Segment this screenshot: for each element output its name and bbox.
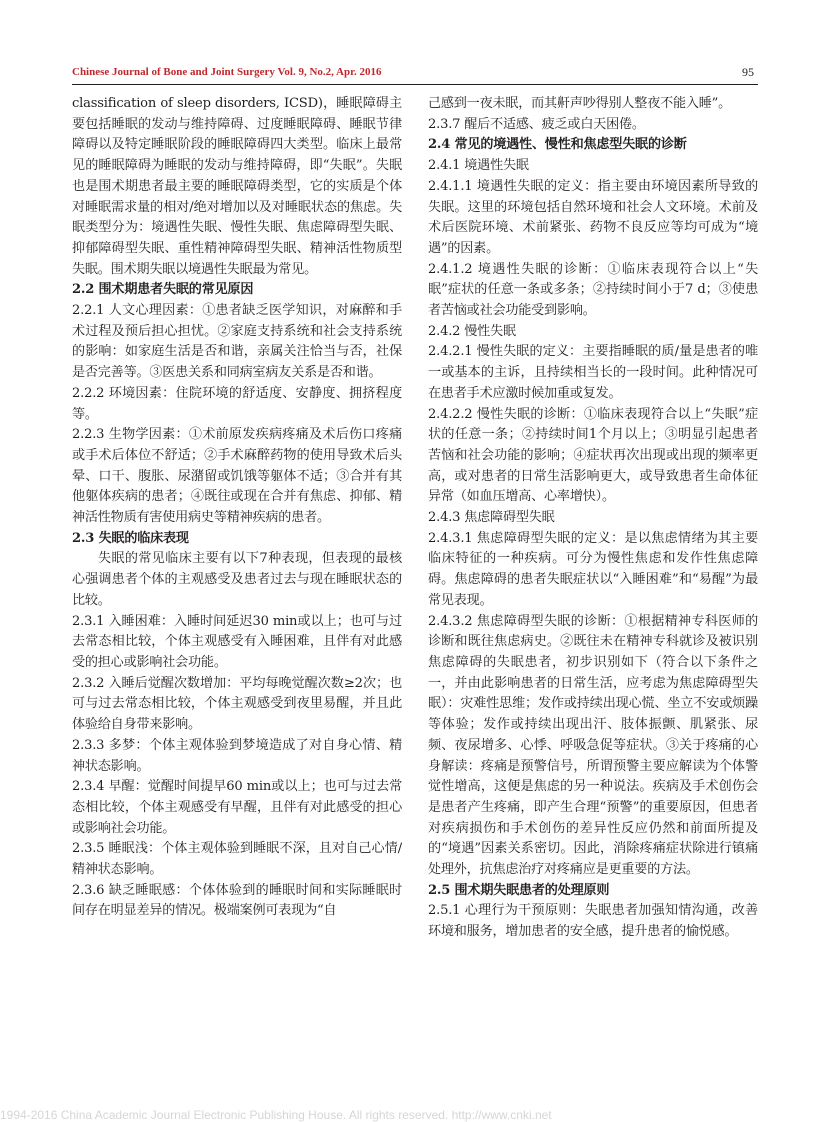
right-column [428, 94, 758, 1044]
paragraph: 失眠的常见临床主要有以下7种表现，但表现的最核心强调患者个体的主观感受及患者过去与现在睡眠状态的比较。 [72, 551, 402, 608]
section-heading: 2.5 围术期失眠患者的处理原则 [428, 882, 610, 898]
page-number: 95 [742, 65, 754, 79]
running-header [72, 64, 758, 85]
paragraph: 2.4.3.2 焦虑障碍型失眠的诊断：①根据精神专科医师的诊断和既往焦虑病史。②既往未在精神专科就诊及被识别焦虑障碍的失眠患者，初步识别如下（符合以下条件之一，并由此影响患者的日常生活，应考虑为焦虑障碍型失眠）：灾难性思维；发作或持续出现心慌、坐立不安或烦躁等体验；发作或持续出现出汗、肢体振颤、肌紧张、尿频、夜尿增多、心悸、呼吸急促等症状。③关于疼痛的心身解读：疼痛是预警信号，所谓预警主要应解读为个体警觉性增高，这便是焦虑的另一种说法。疾病及手术创伤会是患者产生疼痛，即产生合理“预警”的重要原因，但患者对疾病损伤和手术创伤的差异性反应仍然和前面所提及的“境遇”因素关系密切。因此，消除疼痛症状除进行镇痛处理外，抗焦虑治疗对疼痛应是更重要的方法。 [428, 613, 758, 878]
paragraph: 2.3.6 缺乏睡眠感：个体体验到的睡眠时间和实际睡眠时间存在明显差异的情况。极端案例可表现为“自 [72, 882, 402, 919]
paragraph: 己感到一夜未眠，而其鼾声吵得别人整夜不能入睡”。 [428, 96, 732, 111]
paragraph: 2.3.3 多梦：个体主观体验到梦境造成了对自身心情、精神状态影响。 [72, 737, 402, 774]
paragraph: 2.4.3.1 焦虑障碍型失眠的定义：是以焦虑情绪为其主要临床特征的一种疾病。可分为慢性焦虑和发作性焦虑障碍。焦虑障碍的患者失眠症状以“入睡困难”和“易醒”为最常见表现。 [428, 530, 758, 608]
paragraph: classification of sleep disorders, ICSD)，睡眠障碍主要包括睡眠的发动与维持障碍、过度睡眠障碍、睡眠节律障碍以及特定睡眠阶段的睡眠障碍四大类型。临床上最常见的睡眠障碍为睡眠的发动与维持障碍，即“失眠”。失眠也是围术期患者最主要的睡眠障碍类型，它的实质是个体对睡眠需求量的相对/绝对增加以及对睡眠状态的焦虑。失眠类型分为：境遇性失眠、慢性失眠、焦虑障碍型失眠、抑郁障碍型失眠、重性精神障碍型失眠、精神活性物质型失眠。围术期失眠以境遇性失眠最为常见。 [72, 96, 402, 277]
paragraph: 2.4.1.2 境遇性失眠的诊断：①临床表现符合以上“失眠”症状的任意一条或多条；②持续时间小于7 d；③使患者苦恼或社会功能受到影响。 [428, 261, 758, 319]
paragraph: 2.2.3 生物学因素：①术前原发疾病疼痛及术后伤口疼痛或手术后体位不舒适；②手术麻醉药物的使用导致术后头晕、口干、腹胀、尿潴留或饥饿等躯体不适；③合并有其他躯体疾病的患者；④既往或现在合并有焦虑、抑郁、精神活性物质有害使用病史等精神疾病的患者。 [72, 427, 402, 526]
section-heading: 2.2 围术期患者失眠的常见原因 [72, 282, 254, 298]
paragraph: 2.3.7 醒后不适感、疲乏或白天困倦。 [428, 116, 645, 132]
paragraph: 2.4.2.1 慢性失眠的定义：主要指睡眠的质/量是患者的唯一或基本的主诉，且持续相当长的一段时间。此种情况可在患者手术应激时候加重或复发。 [428, 344, 758, 401]
paragraph: 2.4.1.1 境遇性失眠的定义：指主要由环境因素所导致的失眠。这里的环境包括自然环境和社会人文环境。术前及术后医院环境、术前紧张、药物不良反应等均可成为“境遇”的因素。 [428, 178, 758, 256]
left-column [72, 94, 402, 1044]
section-heading: 2.3 失眠的临床表现 [72, 530, 189, 546]
paragraph: 2.3.4 早醒：觉醒时间提早60 min或以上；也可与过去常态相比较，个体主观感受有早醒，且伴有对此感受的担心或影响社会功能。 [72, 779, 402, 836]
paragraph: 2.4.2.2 慢性失眠的诊断：①临床表现符合以上“失眠”症状的任意一条；②持续时间1个月以上；③明显引起患者苦恼和社会功能的影响；④症状再次出现或出现的频率更高，或对患者的日常生活影响更大，或导致患者生命体征异常（如血压增高、心率增快）。 [428, 406, 758, 505]
copyright-watermark: 1994-2016 China Academic Journal Electronic Publishing House. All rights reserved. http://www.cnki.net [0, 1108, 552, 1122]
subsection-heading: 2.4.2 慢性失眠 [428, 323, 516, 339]
paragraph: 2.5.1 心理行为干预原则：失眠患者加强知情沟通，改善环境和服务，增加患者的安全感，提升患者的愉悦感。 [428, 903, 758, 940]
subsection-heading: 2.4.3 焦虑障碍型失眠 [428, 510, 555, 526]
section-heading: 2.4 常见的境遇性、慢性和焦虑型失眠的诊断 [428, 137, 687, 153]
paragraph: 2.3.2 入睡后觉醒次数增加：平均每晚觉醒次数≥2次；也可与过去常态相比较，个体主观感受到夜里易醒，并且此体验给自身带来影响。 [72, 675, 402, 733]
subsection-heading: 2.4.1 境遇性失眠 [428, 158, 529, 174]
paragraph: 2.3.5 睡眠浅：个体主观体验到睡眠不深，且对自己心情/精神状态影响。 [72, 841, 402, 878]
journal-citation: Chinese Journal of Bone and Joint Surgery Vol. 9, No.2, Apr. 2016 [72, 66, 382, 78]
paragraph: 2.2.2 环境因素：住院环境的舒适度、安静度、拥挤程度等。 [72, 385, 402, 422]
paragraph: 2.3.1 入睡困难：入睡时间延迟30 min或以上；也可与过去常态相比较，个体主观感受有入睡困难，且伴有对此感受的担心或影响社会功能。 [72, 613, 402, 670]
paragraph: 2.2.1 人文心理因素：①患者缺乏医学知识，对麻醉和手术过程及预后担心担忧。②家庭支持系统和社会支持系统的影响：如家庭生活是否和谐，亲属关注恰当与否，社保是否完善等。③医患关系和同病室病友关系是否和谐。 [72, 303, 402, 381]
